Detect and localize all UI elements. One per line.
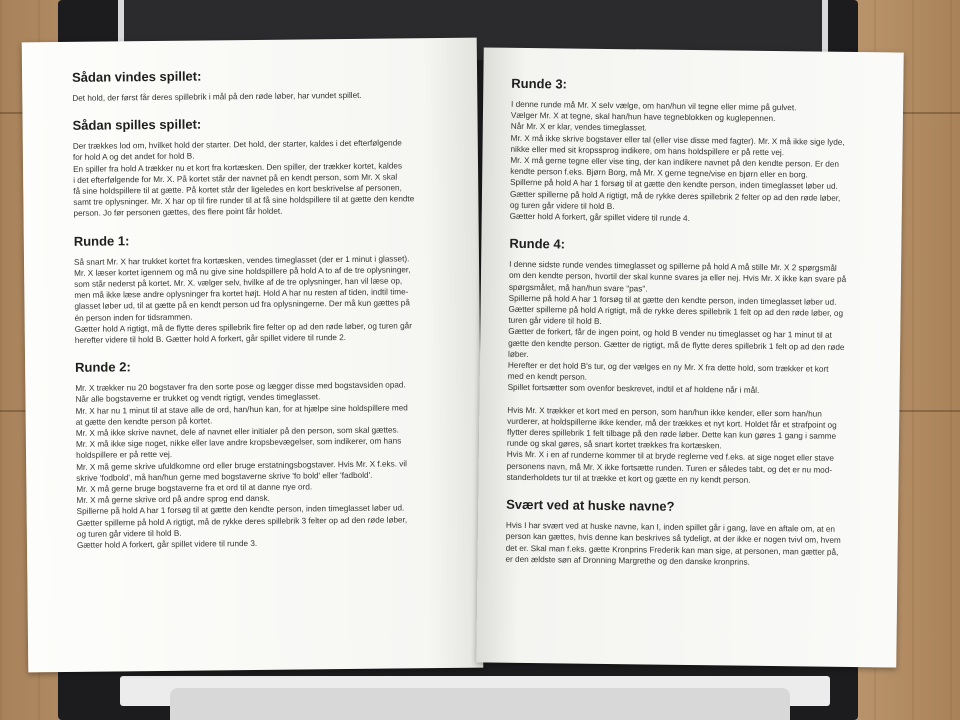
text-line: at gætte den kendte person på kortet. <box>75 416 213 427</box>
text-line: runde og skal gøres, så snart kortet trækkes fra kortæsken. <box>506 439 722 451</box>
text-line: Når Mr. X er klar, vendes timeglasset. <box>510 122 647 133</box>
section-heading: Runde 3: <box>511 75 568 92</box>
text-line: Vælger Mr. X at tegne, skal han/hun have tegneblokken og kuglepennen. <box>510 110 776 124</box>
text-line: Mr. X må gerne tegne eller vise ting, der kan indikere navnet på den kendte person. Er den <box>510 155 840 169</box>
section-heading: Runde 2: <box>75 359 131 376</box>
text-line: og turen går videre til hold B. <box>76 528 182 539</box>
text-line: Hvis Mr. X i en af runderne kommer til at bryde reglerne ved f.eks. at sige noget eller stave <box>506 450 835 464</box>
text-line: Gætter hold A rigtigt, må de flytte deres spillebrik fire felter op ad den røde løber, og turen går <box>74 321 412 334</box>
text-line: Mr. X læser kortet igennem og må nu give sine holdspillere på hold A to af de tre oplysninger, <box>74 265 411 278</box>
text-line: i det efterfølgende for Mr. X. På kortet står der navnet på en kendt person, som Mr. X skal <box>73 172 398 185</box>
text-line: Herefter er det hold B's tur, og der vælges en ny Mr. X fra dette hold, som trækker et kort <box>507 360 829 374</box>
text-line: person. Jo før personen gættes, des flere point får holdet. <box>73 207 283 219</box>
text-line: personens navn, må Mr. X ikke fortsætte runden. Turen er således tabt, og det er nu mod- <box>506 461 833 475</box>
text-line: Gætter hold A forkert, går spillet videre til runde 3. <box>76 539 258 550</box>
text-line: kendte person f.eks. Bjørn Borg, må Mr. X gerne tegne/vise en bjørn eller en borg. <box>510 167 808 180</box>
text-line: Mr. X trækker nu 20 bogstaver fra den sorte pose og lægger disse med bogstavsiden opad. <box>75 380 406 394</box>
section-heading: Runde 4: <box>509 236 566 252</box>
rulebook-left-page <box>22 38 484 673</box>
section-heading: Sådan spilles spillet: <box>72 116 202 134</box>
text-line: Mr. X må gerne skrive ufuldkomne ord eller bruge erstatningsbogstaver. Hvis Mr. X f.eks. vil <box>76 459 408 472</box>
text-line: Mr. X må ikke skrive navnet, dele af navnet eller initialer på den person, som skal gættes. <box>75 425 399 438</box>
text-line: gætte den kendte person. Gætter de rigtigt, må de flytte deres spillebrik 1 felt op ad den røde <box>508 338 845 352</box>
left-page-content <box>72 66 469 565</box>
text-line: holdspillere er på rette vej. <box>75 450 173 461</box>
section-runde-3 <box>510 76 882 227</box>
section-heading: Runde 1: <box>73 232 130 249</box>
text-line: Der trækkes lod om, hvilket hold der starter. Det hold, der starter, kaldes i det efterfølgende <box>72 138 402 152</box>
text-line: Gætter spillerne på hold A rigtigt, må de rykke deres spillebrik 1 felt op ad den røde løber, og <box>508 304 844 318</box>
section-heading: Svært ved at huske navne? <box>506 496 675 514</box>
text-line: Gætter de forkert, får de ingen point, og hold B vender nu timeglasset og har 1 minut til at <box>508 327 832 341</box>
text-line: med en kendt person. <box>507 372 588 383</box>
text-line: få sine holdspillere til at gætte. På kortet står der ligeledes en kort beskrivelse af personen, <box>73 183 402 196</box>
text-line: Når alle bogstaverne er trukket og vendt rigtigt, vendes timeglasset. <box>75 392 321 405</box>
text-line: glasset løber ud, til at gætte på en kendt person ud fra oplysningerne. Der må kun gættes på <box>74 298 410 312</box>
text-line: Det hold, der først får deres spillebrik i mål på den røde løber, har vundet spillet. <box>72 90 362 103</box>
text-line: vurderer, at holdspillerne ikke kender, må der trækkes et nyt kort. Holdet får et strafpoint og <box>507 416 837 430</box>
text-line: Spillerne på hold A har 1 forsøg til at gætte den kendte person, inden timeglasset løber ud. <box>510 178 838 192</box>
text-line: samt tre oplysninger. Mr. X har op til fire runder til at få sine holdspillere til at gætte den kendte <box>73 194 415 208</box>
text-line: I denne runde må Mr. X selv vælge, om han/hun vil tegne eller mime på gulvet. <box>511 99 797 113</box>
text-line: Gætter spillerne på hold A rigtigt, må de rykke deres spillebrik 2 felter op ad den røde løber, <box>509 189 841 203</box>
text-line: herefter videre til hold B. Gætter hold A forkert, går spillet videre til runde 2. <box>74 333 347 345</box>
text-line: standerholdets tur til at trække et kort og gætte en ny kendt person. <box>506 472 751 485</box>
text-line: én person inden for tidsrammen. <box>74 312 193 323</box>
text-line: person kan gættes, hvis denne kan beskrives så tydeligt, at der ikke er nogen tvivl om, hvem <box>505 532 841 546</box>
text-line: det er. Skal man f.eks. gætte Kronprins Frederik kan man sige, at personen, man gætter på, <box>505 543 839 557</box>
text-line: løber. <box>507 349 529 359</box>
text-line: Mr. X har nu 1 minut til at stave alle de ord, han/hun kan, for at hjælpe sine holdspillere med <box>75 403 408 416</box>
text-line: som står nederst på kortet. Mr. X. vælger selv, hvilke af de tre oplysninger, han vil læse op, <box>74 276 403 289</box>
text-line: Spillerne på hold A har 1 forsøg til at gætte den kendte person, inden timeglasset løber ud. <box>76 503 405 517</box>
text-line: nikke eller med sit kropssprog indikere, om hans holdspillere er på rette vej. <box>510 144 785 157</box>
text-line: Spillet fortsætter som ovenfor beskrevet, indtil et af holdene når i mål. <box>507 383 760 396</box>
text-line: Mr. X må gerne skrive ord på andre sprog end dansk. <box>76 494 270 506</box>
text-line: om den kendte person, hvortil der skal kunne svares ja eller nej. Hvis Mr. X ikke kan svare på <box>508 271 847 285</box>
text-line: flytter deres spillebrik 1 felt tilbage på den røde løber. Dette kan kun gøres 1 gang i samme <box>507 427 837 441</box>
box-insert <box>170 688 790 720</box>
text-line: Hvis Mr. X trækker et kort med en person, som han/hun ikke kender, eller som han/hun <box>507 405 822 419</box>
text-line: for hold A og det andet for hold B. <box>72 152 195 163</box>
section-runde-4 <box>506 236 879 487</box>
text-line: og turen går videre til hold B. <box>509 200 615 211</box>
text-line: Mr. X må ikke sige noget, nikke eller lave andre kropsbevægelser, som indikerer, om hans <box>75 436 402 450</box>
text-line: Mr. X må ikke skrive bogstaver eller tal (eller vise disse med fagter). Mr. X må ikke sige lyde, <box>510 133 845 147</box>
text-line: Gætter spillerne på hold A rigtigt, må de rykke deres spillebrik 3 felter op ad den røde løber, <box>76 515 408 528</box>
text-line: er den ældste søn af Dronning Margrethe og den danske kronprins. <box>505 554 750 567</box>
text-line: Så snart Mr. X har trukket kortet fra kortæsken, vendes timeglasset (der er 1 minut i glasset). <box>73 253 410 267</box>
section-saadan-vindes-spillet <box>72 66 464 104</box>
text-line: skrive 'fodbold', må han/hun gerne med bogstaverne skrive 'fo bold' eller 'fadbold'. <box>76 470 373 483</box>
text-line: I denne sidste runde vendes timeglasset og spillerne på hold A må stille Mr. X 2 spørgsmål <box>509 260 837 274</box>
text-line: Gætter hold A forkert, går spillet videre til runde 4. <box>509 211 690 224</box>
text-line: turen går videre til hold B. <box>508 316 602 327</box>
section-saadan-spilles-spillet <box>73 114 466 220</box>
right-page-content <box>505 76 881 583</box>
section-svaert-ved-at-huske-navne <box>505 497 876 569</box>
section-runde-2 <box>75 356 469 551</box>
section-runde-1 <box>74 229 467 346</box>
text-line: Spillerne på hold A har 1 forsøg til at gætte den kendte person, inden timeglasset løber ud. <box>508 293 837 307</box>
text-line: Mr. X må gerne bruge bogstaverne fra et ord til at danne nye ord. <box>76 482 313 494</box>
section-heading: Sådan vindes spillet: <box>72 68 202 85</box>
text-line: En spiller fra hold A trækker nu et kort fra kortæsken. Den spiller, der trækker kortet, kaldes <box>72 161 403 174</box>
text-line: spørgsmålet, må han/hun svare "pas". <box>508 282 648 294</box>
text-line: Hvis I har svært ved at huske navne, kan I, inden spillet går i gang, lave en aftale om, at en <box>505 520 836 534</box>
text-line: men må ikke læse andre oplysninger fra kortet højt. Hold A har nu resten af tiden, indtil time- <box>74 287 409 301</box>
rulebook-right-page <box>476 47 903 667</box>
